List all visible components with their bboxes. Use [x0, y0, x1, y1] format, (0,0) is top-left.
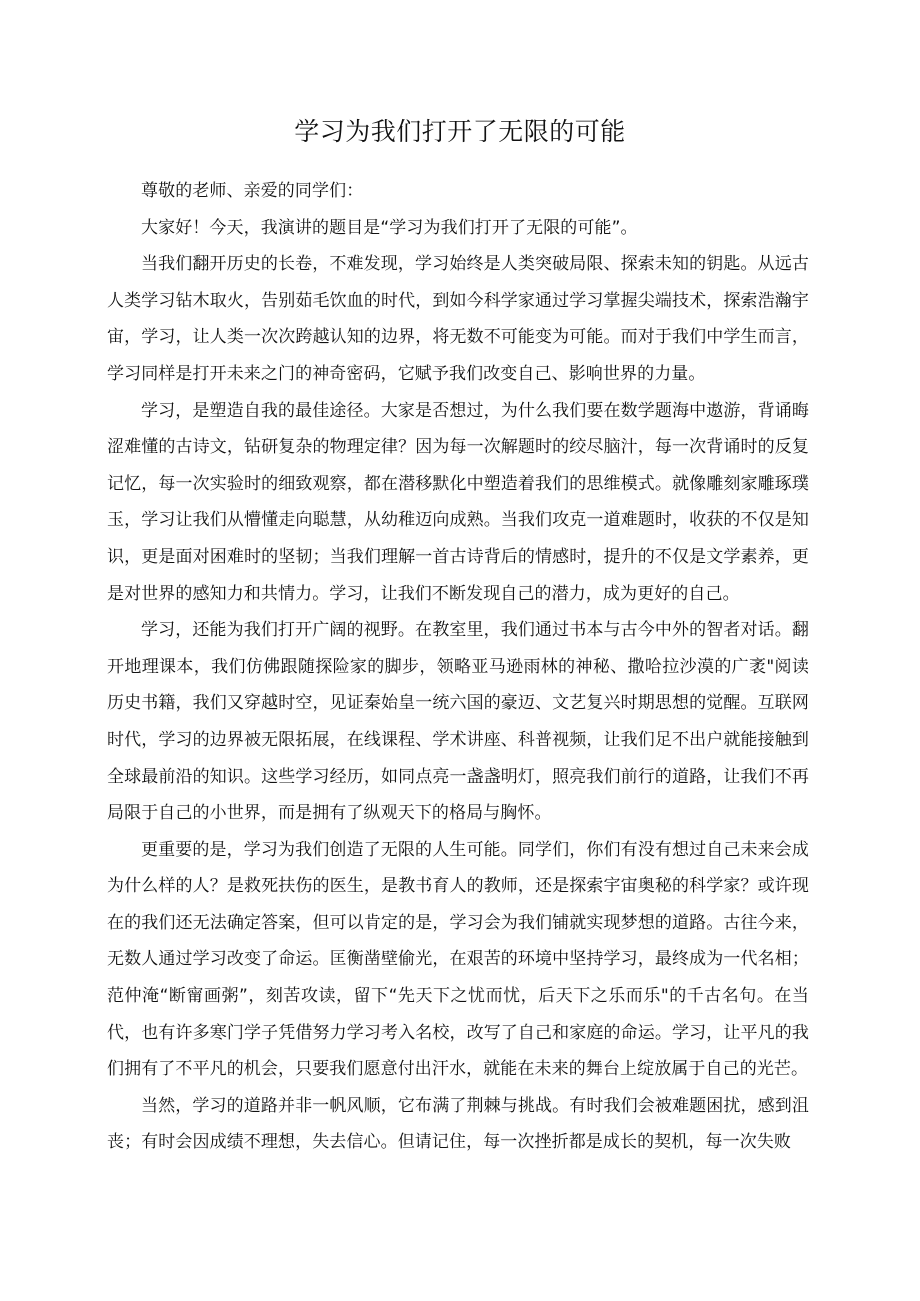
paragraph: 更重要的是，学习为我们创造了无限的人生可能。同学们，你们有没有想过自己未来会成为什么样的人？是救死扶伤的医生，是教书育人的教师，还是探索宇宙奥秘的科学家？或许现在的我们还无法确定答案，但可以肯定的是，学习会为我们铺就实现梦想的道路。古往今来，无数人通过学习改变了命运。匡衡凿壁偷光，在艰苦的环境中坚持学习，最终成为一代名相；范仲淹“断甯画粥”，刻苦攻读，留下“先天下之忧而忧，后天下之乐而乐"的千古名句。在当代，也有许多寒门学子凭借努力学习考入名校，改写了自己和家庭的命运。学习，让平凡的我们拥有了不平凡的机会，只要我们愿意付出汗水，就能在未来的舞台上绽放属于自己的光芒。 [107, 839, 809, 1080]
document-body [107, 173, 809, 1161]
paragraph: 当然，学习的道路并非一帆风顺，它布满了荆棘与挑战。有时我们会被难题困扰，感到沮丧；有时会因成绩不理想，失去信心。但请记住，每一次挫折都是成长的契机，每一次失败 [107, 1095, 809, 1153]
document-title: 学习为我们打开了无限的可能 [294, 117, 626, 146]
paragraph-salutation: 尊敬的老师、亲爱的同学们： [141, 181, 364, 201]
paragraph: 学习，还能为我们打开广阔的视野。在教室里，我们通过书本与古今中外的智者对话。翻开地理课本，我们仿佛跟随探险家的脚步，领略亚马逊雨林的神秘、撒哈拉沙漠的广袤"阅读历史书籍，我们又穿越时空，见证秦始皇一统六国的豪迈、文艺复兴时期思想的觉醒。互联网时代，学习的边界被无限拓展，在线课程、学术讲座、科普视频，让我们足不出户就能接触到全球最前沿的知识。这些学习经历，如同点亮一盏盏明灯，照亮我们前行的道路，让我们不再局限于自己的小世界，而是拥有了纵观天下的格局与胸怀。 [107, 620, 809, 824]
paragraph: 当我们翻开历史的长卷，不难发现，学习始终是人类突破局限、探索未知的钥匙。从远古人类学习钻木取火，告别茹毛饮血的时代，到如今科学家通过学习掌握尖端技术，探索浩瀚宇宙，学习，让人类一次次跨越认知的边界，将无数不可能变为可能。而对于我们中学生而言，学习同样是打开未来之门的神奇密码，它赋予我们改变自己、影响世界的力量。 [107, 254, 809, 384]
paragraph-greeting: 大家好！今天，我演讲的题目是“学习为我们打开了无限的可能”。 [141, 217, 638, 238]
paragraph: 学习，是塑造自我的最佳途径。大家是否想过，为什么我们要在数学题海中遨游，背诵晦涩难懂的古诗文，钻研复杂的物理定律？因为每一次解题时的绞尽脑汁，每一次背诵时的反复记忆，每一次实验时的细致观察，都在潜移默化中塑造着我们的思维模式。就像雕刻家雕琢璞玉，学习让我们从懵懂走向聪慧，从幼稚迈向成熟。当我们攻克一道难题时，收获的不仅是知识，更是面对困难时的坚韧；当我们理解一首古诗背后的情感时，提升的不仅是文学素养，更是对世界的感知力和共情力。学习，让我们不断发现自己的潜力，成为更好的自己。 [107, 400, 809, 604]
